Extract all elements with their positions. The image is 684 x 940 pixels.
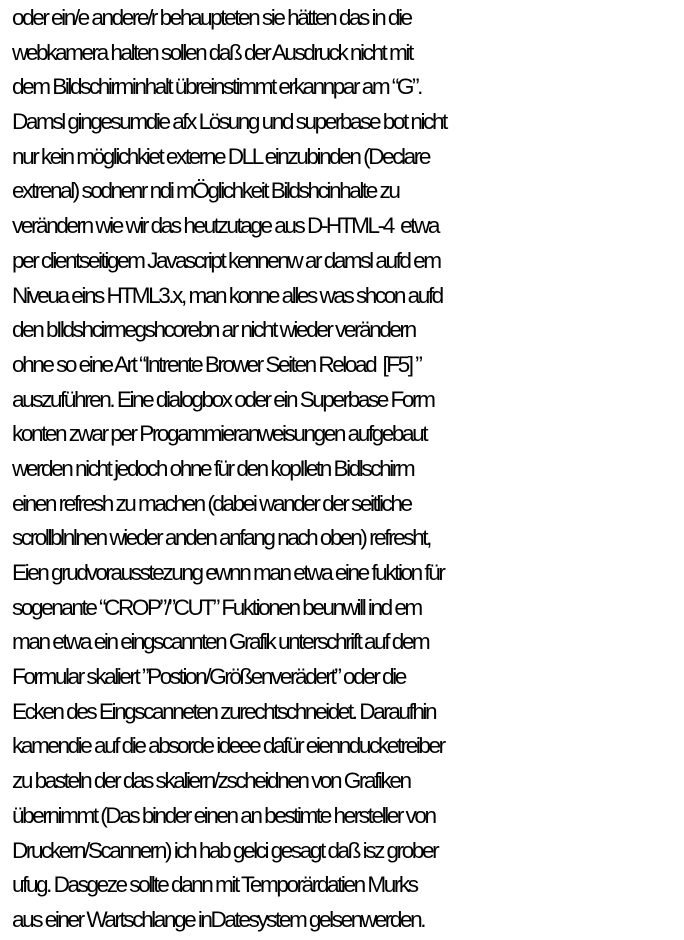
- text-line: auszuführen. Eine dialogbox oder ein Superbase Form: [12, 386, 434, 412]
- text-line: Druckern/Scannern) ich hab gelci gesagt daß isz grober: [12, 837, 438, 863]
- text-line: nur kein möglichkiet externe DLL einzubinden (Declare: [12, 143, 429, 169]
- text-line: dem Bildschirminhalt übreinstimmt erkannpar am “G”.: [12, 74, 421, 100]
- text-line: man etwa ein eingscannten Grafik unterschrift auf dem: [12, 629, 429, 655]
- text-line: verändern wie wir das heutzutage aus D-HTML-4 etwa: [12, 213, 438, 239]
- text-line: ohne so eine Art “Intrente Brower Seiten Reload [F5] ”: [12, 351, 421, 377]
- text-line: kamendie auf die absorde ideee dafür eiennducketreiber: [12, 733, 444, 759]
- text-line: Formular skaliert ”Postion/Größenverädert” oder die: [12, 664, 405, 690]
- text-line: einen refresh zu machen (dabei wander der seitliche: [12, 490, 411, 516]
- text-line: ufug. Dasgeze sollte dann mit Temporärdatien Murks: [12, 872, 417, 898]
- text-line: extrenal) sodnenr ndi mÖglichkeit Bildshcinhalte zu: [12, 178, 399, 204]
- text-line: sogenante “CROP”/”CUT” Fuktionen beunwill ind em: [12, 594, 421, 620]
- body-text: [12, 1, 684, 938]
- text-line: konten zwar per Progammieranweisungen aufgebaut: [12, 421, 427, 447]
- text-line: zu basteln der das skaliern/zscheidnen von Grafiken: [12, 768, 410, 794]
- text-line: den bIldshcirmegshcorebn ar nicht wieder verändern: [12, 317, 415, 343]
- text-line: scrollblnlnen wieder anden anfang nach oben) refresht,: [12, 525, 430, 551]
- text-line: übernimmt (Das binder einen an bestimte hersteller von: [12, 802, 435, 828]
- text-line: oder ein/e andere/r behaupteten sie hätten das in die: [12, 5, 411, 30]
- text-line: webkamera halten sollen daß der Ausdruck nicht mit: [12, 39, 412, 65]
- text-line: Damsl gingesumdie afx Lösung und superbase bot nicht: [12, 109, 446, 135]
- text-line: per clientseitigem Javascript kennenw ar damsl aufd em: [12, 247, 440, 273]
- text-line: Eien grudvorausstezung ewnn man etwa eine fuktion für: [12, 560, 444, 585]
- text-line: Ecken des Eingscanneten zurechtschneidet. Daraufhin: [12, 698, 436, 724]
- text-line: Niveua eins HTML3.x, man konne alles was shcon aufd: [12, 282, 442, 308]
- text-line: aus einer Wartschlange inDatesystem gelsenwerden.: [12, 906, 425, 932]
- text-line: werden nicht jedoch ohne für den kopIletn Bidlschirm: [12, 455, 414, 481]
